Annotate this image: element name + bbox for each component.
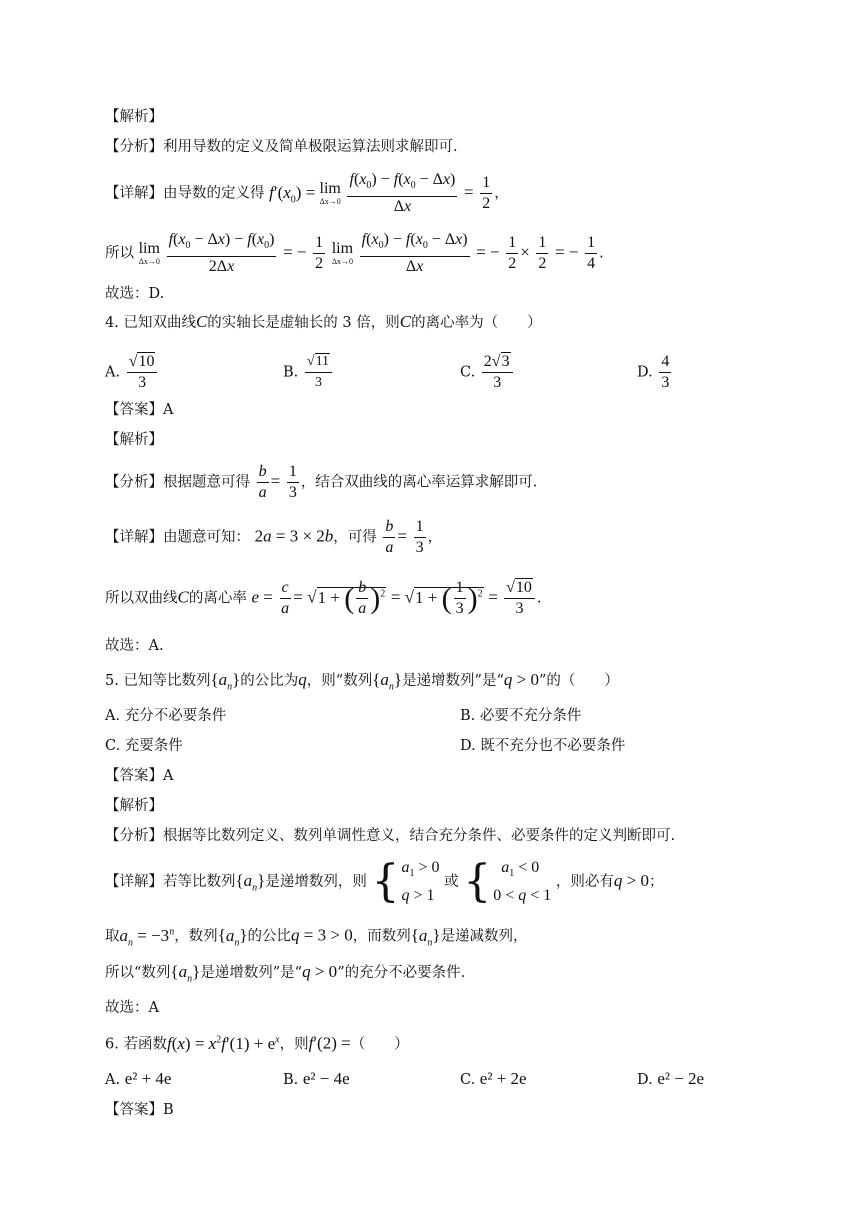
detail-limit-result: 所以 lim Δx→0 $\frac{f(x_0 - \Delta x) - f(x_0)}{2\Delta x}$ = − $\frac{1}{2}$ lim Δx→0 $\frac{f(x_0) - f(x_0 - \Delta x)}{\Delta x}$ = − $\frac{1}{2}$ × $\frac{1}{2}$ = − $\frac{1}{4}$ . bbox=[105, 231, 604, 276]
question-4: 4. 已知双曲线C的实轴长是虚轴长的 3 倍，则C的离心率为（ ） bbox=[105, 312, 542, 331]
q6-option-d: D. e² − 2e bbox=[637, 1069, 705, 1088]
answer-5: 【答案】A bbox=[105, 768, 174, 784]
question-6: 6. 若函数$f(x) = x^2f'(1) + e^x$，则f′(2) =（ ） bbox=[105, 1033, 409, 1053]
q6-option-b: B. e² − 4e bbox=[283, 1069, 350, 1088]
q4-option-b: B. $\frac{√11}{3}$ bbox=[283, 352, 334, 393]
answer-choice-5: 故选：A bbox=[105, 1000, 159, 1016]
section-label-analysis-4: 【解析】 bbox=[105, 432, 163, 448]
section-label-analysis: 【解析】 bbox=[105, 109, 163, 125]
eccentricity-calc: 所以双曲线C的离心率 e = $\frac{c}{a}$ = √1 + ( $\frac{b}{a}$ )$^2$ = √1 + ( $\frac{1}{3}$ )$^2$ = $\frac{√10}{3}$ . bbox=[105, 579, 542, 618]
detail-5: 【详解】若等比数列$\{a_n\}$是递增数列，则 { $a_1 > 0$ q > 1 或 { $a_1 < 0$ 0 < q < 1 ，则必有q > 0； bbox=[105, 856, 664, 908]
q6-option-a: A. e² + 4e bbox=[105, 1069, 172, 1088]
answer-choice-4: 故选：A. bbox=[105, 638, 164, 654]
conclusion-5: 所以“数列$\{a_n\}$是递增数列”是“q > 0”的充分不必要条件. bbox=[105, 962, 466, 985]
q5-option-d: D. 既不充分也不必要条件 bbox=[460, 738, 626, 754]
q4-option-c: C. $\frac{2√3}{3}$ bbox=[460, 352, 515, 393]
detail-4: 【详解】由题意可知： 2a = 3 × 2b，可得 $\frac{b}{a}$ = $\frac{1}{3}$ ， bbox=[105, 518, 443, 556]
detail-derivative-def: 【详解】由导数的定义得 $f'(x_0)$ = lim Δx→0 $\frac{f(x_0) - f(x_0 - \Delta x)}{\Delta x}$ = $\frac{1}{2}$ ， bbox=[105, 171, 509, 216]
question-5: 5. 已知等比数列$\{a_n\}$的公比为q，则“数列$\{a_n\}$是递增数列”是“q > 0”的（ ） bbox=[105, 670, 619, 693]
answer-6: 【答案】B bbox=[105, 1102, 174, 1118]
answer-choice-3: 故选：D. bbox=[105, 286, 165, 302]
q4-option-d: D. $\frac{4}{3}$ bbox=[637, 353, 670, 391]
answer-4: 【答案】A bbox=[105, 402, 174, 418]
analysis-text: 【分析】利用导数的定义及简单极限运算法则求解即可. bbox=[105, 139, 458, 155]
analysis-4: 【分析】根据题意可得 $\frac{b}{a}$ = $\frac{1}{3}$ ，结合双曲线的离心率运算求解即可. bbox=[105, 463, 538, 501]
q4-option-a: A. $\frac{√10}{3}$ bbox=[105, 352, 159, 393]
analysis-5: 【分析】根据等比数列定义、数列单调性意义，结合充分条件、必要条件的定义判断即可. bbox=[105, 828, 676, 844]
q5-option-a: A. 充分不必要条件 bbox=[105, 708, 227, 724]
q5-option-b: B. 必要不充分条件 bbox=[460, 708, 582, 724]
counterexample-5: 取$a_n = -3^n$，数列$\{a_n\}$的公比q = 3 > 0，而数列$\{a_n\}$是递减数列， bbox=[105, 925, 528, 949]
q5-option-c: C. 充要条件 bbox=[105, 738, 183, 754]
q6-option-c: C. e² + 2e bbox=[460, 1069, 527, 1088]
section-label-analysis-5: 【解析】 bbox=[105, 798, 163, 814]
